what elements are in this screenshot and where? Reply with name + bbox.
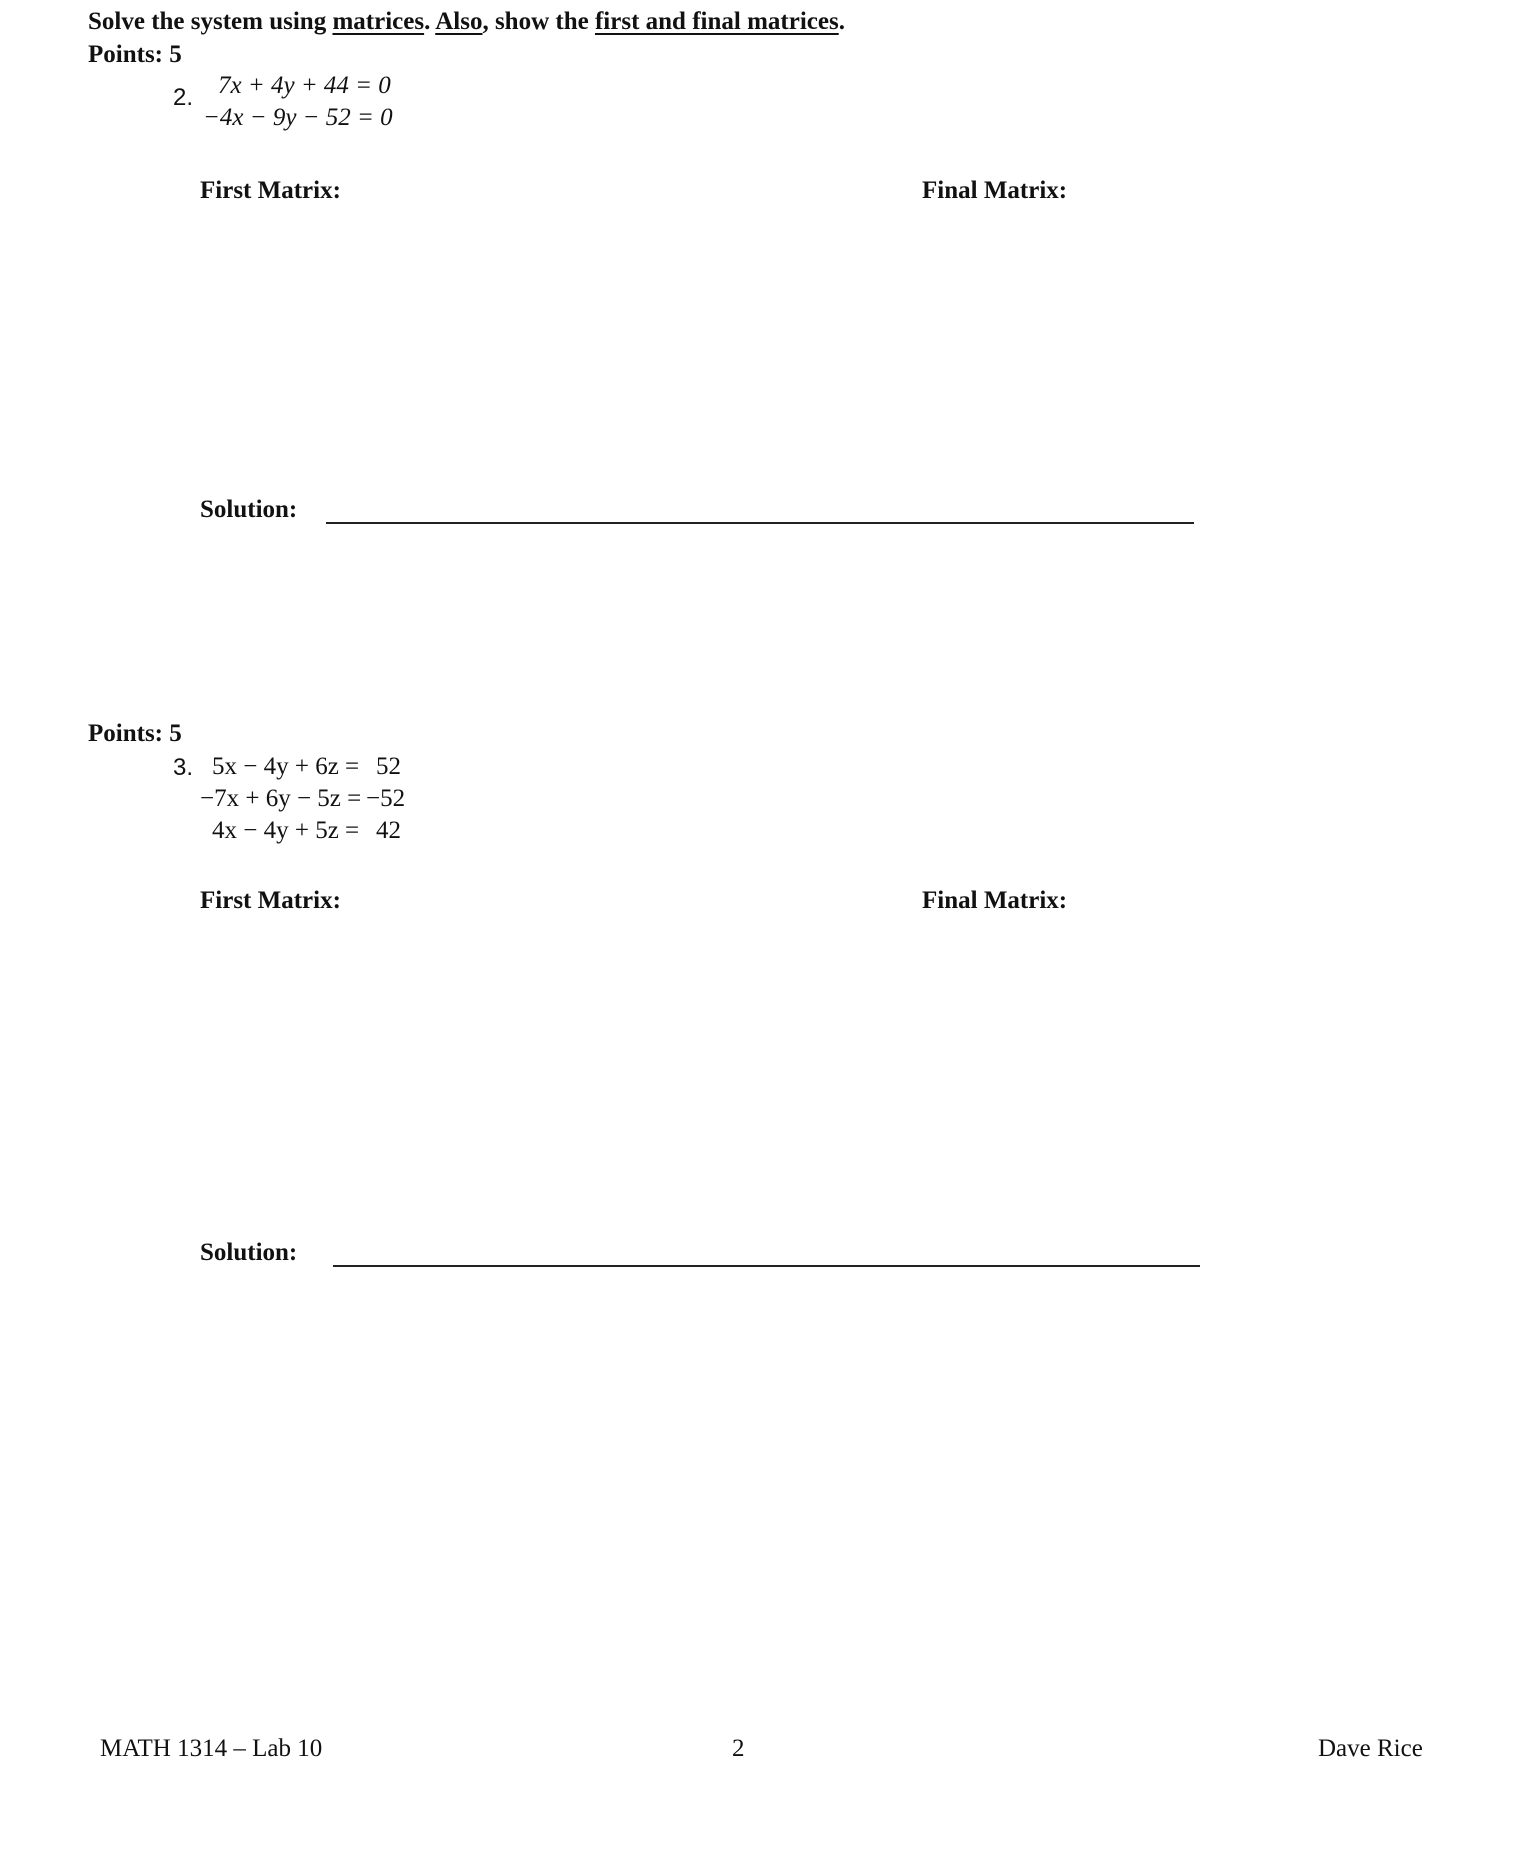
instructions-underline-first-final: first and final matrices — [594, 8, 839, 35]
problem-2-final-matrix-label: Final Matrix: — [922, 177, 1068, 204]
problem-2-first-matrix-label: First Matrix: — [200, 177, 341, 204]
problem-3-equation-3-lhs: 4x − 4y + 5z = — [212, 817, 360, 844]
problem-3-number: 3. — [173, 754, 194, 781]
instructions-underline-also: Also — [435, 8, 483, 35]
problem-2-points: Points: 5 — [88, 41, 182, 68]
problem-3-equation-1-lhs: 5x − 4y + 6z = — [212, 753, 360, 780]
problem-3-equation-2-lhs: −7x + 6y − 5z = — [200, 785, 362, 812]
problem-3-equation-3-rhs: 42 — [376, 817, 401, 844]
problem-3-points: Points: 5 — [88, 720, 182, 747]
instructions-text-2: . — [424, 8, 436, 35]
instructions-text-1: Solve the system using — [88, 8, 333, 35]
problem-3-first-matrix-label: First Matrix: — [200, 887, 341, 914]
instructions-text-4: . — [838, 8, 845, 35]
problem-2-number: 2. — [173, 84, 194, 111]
instructions-text-3: , show the — [482, 8, 595, 35]
problem-3-solution-label: Solution: — [200, 1239, 298, 1266]
problem-2-solution-label: Solution: — [200, 496, 298, 523]
problem-2-equation-2: −4x − 9y − 52 = 0 — [203, 104, 393, 131]
footer-page-number: 2 — [732, 1735, 745, 1762]
problem-3-final-matrix-label: Final Matrix: — [922, 887, 1068, 914]
problem-2-equation-1: 7x + 4y + 44 = 0 — [218, 72, 391, 99]
problem-2-solution-line[interactable] — [326, 522, 1194, 524]
problem-3-solution-line[interactable] — [333, 1265, 1200, 1267]
instructions-underline-matrices: matrices — [332, 8, 425, 35]
footer-author: Dave Rice — [1318, 1735, 1423, 1762]
problem-3-equation-2-rhs: −52 — [366, 785, 406, 812]
footer-course: MATH 1314 – Lab 10 — [100, 1735, 323, 1762]
problem-3-equation-1-rhs: 52 — [376, 753, 401, 780]
instructions — [88, 8, 845, 36]
